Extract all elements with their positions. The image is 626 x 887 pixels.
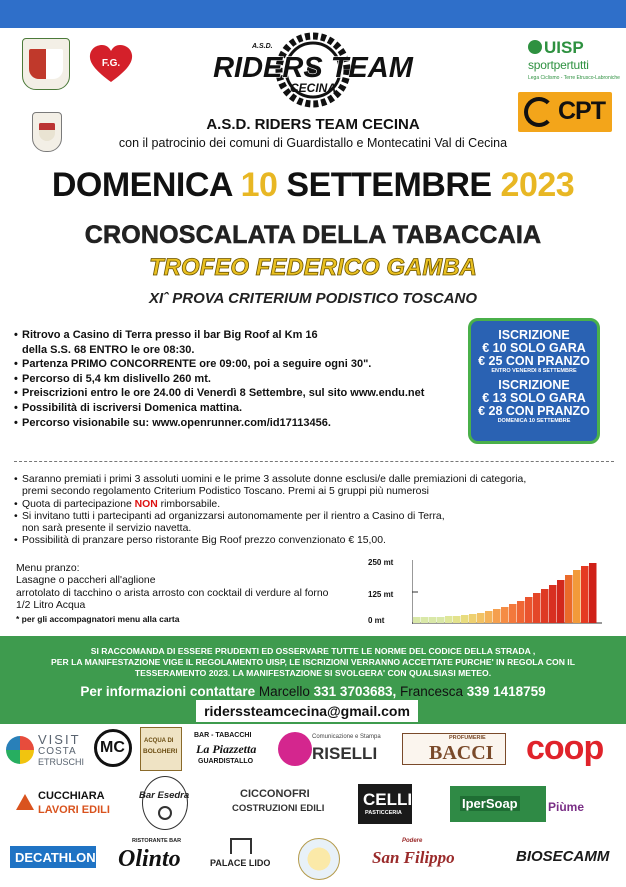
registration-price: € 13 SOLO GARA: [482, 391, 586, 405]
elevation-bar: [453, 616, 461, 623]
elevation-bar: [485, 611, 493, 623]
elevation-bar: [429, 617, 437, 623]
registration-price: € 25 CON PRANZO: [478, 354, 590, 368]
elevation-bar: [501, 607, 509, 623]
bacci-logo: PROFUMERIE BACCI: [402, 733, 506, 765]
rule-item: • Quota di partecipazione NON rimborsabile.: [14, 499, 614, 511]
griselli-logo: Comunicazione e Stampa RISELLI: [276, 730, 382, 770]
elevation-bar: [557, 580, 565, 623]
warning-text: [0, 636, 626, 679]
info-item: • Partenza PRIMO CONCORRENTE ore 09:00, poi a seguire ogni 30".: [14, 357, 462, 372]
elevation-bar: [589, 563, 597, 623]
rules-list: [14, 474, 614, 548]
coop-logo: coop: [526, 729, 604, 767]
esedra-cup-icon: [158, 806, 172, 820]
registration-heading: ISCRIZIONE: [498, 328, 570, 342]
san-filippo-logo: Podere San Filippo: [372, 838, 455, 867]
elevation-bar: [469, 614, 477, 623]
elevation-bar: [517, 601, 525, 623]
registration-box: [468, 318, 600, 444]
rule-item: • Saranno premiati i primi 3 assoluti uomini e le prime 3 assolute donne esclusi/e dalle premiazioni di categoria,: [14, 474, 614, 486]
date-month: SETTEMBRE: [286, 166, 492, 204]
elevation-bar: [581, 566, 589, 623]
la-piazzetta-logo: BAR - TABACCHI La Piazzetta GUARDISTALLO: [194, 732, 257, 765]
riders-sub-text: CECINA: [289, 81, 337, 95]
olinto-logo: RISTORANTE BAR Olinto: [118, 838, 182, 872]
elevation-bar: [509, 604, 517, 623]
registration-price: € 10 SOLO GARA: [482, 341, 586, 355]
menu-line: arrotolato di tacchino o arista arrosto con cocktail di verdure al forno: [16, 587, 329, 599]
trophy-title: TROFEO FEDERICO GAMBA: [149, 254, 477, 281]
elevation-chart: [412, 560, 602, 624]
cucchiara-roof-icon: [16, 794, 34, 810]
rule-item: premi secondo regolamento Criterium Podistico Toscano. Premi ai 5 gruppi più numerosi: [22, 486, 429, 498]
elevation-label-top: 250 mt: [368, 558, 394, 567]
contact-email-link[interactable]: riderssteamcecina@gmail.com: [196, 700, 418, 722]
visit-costa-etruschi-logo: VISIT COSTA ETRUSCHI: [6, 730, 88, 770]
riders-team-logo: [190, 30, 436, 114]
elevation-bar: [445, 616, 453, 623]
menu-note: * per gli accompagnatori menu alla carta: [16, 613, 180, 624]
rule-item: • Possibilità di pranzare perso ristorante Big Roof prezzo convenzionato € 15,00.: [14, 535, 614, 547]
riders-main-text: RIDERS TEAM: [213, 52, 413, 84]
registration-heading: ISCRIZIONE: [498, 378, 570, 392]
uisp-region: Lega Ciclismo - Terre Etrusco-Labroniche: [528, 75, 620, 81]
series-title: XIˆ PROVA CRITERIUM PODISTICO TOSCANO: [148, 290, 478, 307]
visit-swirl-icon: [6, 736, 34, 764]
event-title: CRONOSCALATA DELLA TABACCAIA: [84, 221, 542, 249]
elevation-bar: [477, 613, 485, 623]
organizer-name: A.S.D. RIDERS TEAM CECINA: [206, 116, 420, 133]
guardistallo-crest-logo: [22, 38, 70, 90]
elevation-bar: [461, 615, 469, 623]
warning-line: TESSERAMENTO 2023. LA MANIFESTAZIONE SI SVOLGERA' CON QUALSIASI METEO.: [134, 668, 492, 678]
menu-line: Lasagne o paccheri all'aglione: [16, 575, 156, 587]
elevation-bar: [413, 617, 421, 623]
elevation-bar: [541, 589, 549, 623]
patronage-line: con il patrocinio dei comuni di Guardistallo e Montecatini Val di Cecina: [118, 136, 508, 150]
warning-line: SI RACCOMANDA DI ESSERE PRUDENTI ED OSSERVARE TUTTE LE NORME DEL CODICE DELLA STRADA ,: [90, 646, 536, 656]
uisp-mark-icon: [528, 40, 542, 54]
heart-text: F.G.: [101, 58, 121, 69]
decathlon-logo: DECATHLON: [10, 846, 96, 868]
elevation-bar: [437, 617, 445, 623]
elevation-bar: [525, 597, 533, 623]
fg-heart-logo: [88, 44, 134, 84]
registration-day: DOMENICA 10 SETTEMBRE: [497, 418, 571, 424]
biosecamm-logo: BIOSECAMM: [516, 848, 610, 865]
elevation-label-mid: 125 mt: [368, 590, 394, 599]
info-item: della S.S. 68 ENTRO le ore 08:30.: [22, 343, 195, 356]
date-number: 10: [240, 166, 278, 204]
event-date: [0, 166, 626, 205]
registration-price: € 28 CON PRANZO: [478, 404, 590, 418]
info-item: • Possibilità di iscriversi Domenica mattina.: [14, 401, 462, 416]
info-item: • Ritrovo a Casino di Terra presso il bar Big Roof al Km 16: [14, 328, 462, 343]
celli-logo: CELLI PASTICCERIA: [358, 784, 412, 824]
info-item: • Preiscrizioni entro le ore 24.00 di Venerdì 8 Settembre, sul sito www.endu.net: [14, 386, 462, 401]
palace-building-icon: [230, 838, 252, 854]
cicconofri-logo: CICCONOFRI COSTRUZIONI EDILI: [232, 788, 325, 814]
uisp-logo: [524, 36, 620, 84]
uisp-title: UISP: [544, 38, 584, 57]
date-year: 2023: [500, 166, 575, 204]
mc-logo: MC: [94, 729, 134, 769]
contact-name: Marcello: [258, 684, 310, 699]
elevation-label-bottom: 0 mt: [368, 616, 385, 625]
casa-di-caccia-logo: [296, 838, 344, 882]
ipersoap-piume-logo: IperSoap Piùme: [450, 786, 592, 822]
top-color-bar: [0, 0, 626, 28]
non-highlight: NON: [134, 498, 158, 510]
menu-title: Menu pranzo:: [16, 563, 80, 574]
info-list: [14, 328, 462, 430]
elevation-bar: [493, 609, 501, 623]
contact-phone[interactable]: 339 1418759: [463, 684, 546, 699]
rule-item: • Si invitano tutti i partecipanti ad organizzarsi autonomamente per il rientro a Casino di Terra,: [14, 511, 614, 523]
riders-small-text: A.S.D.: [252, 43, 273, 50]
lunch-menu: [16, 563, 396, 625]
info-item: • Percorso visionabile su: www.openrunner.com/id17113456.: [14, 416, 462, 431]
griselli-splash-icon: [278, 732, 312, 766]
cucchiara-logo: CUCCHIARA LAVORI EDILI: [16, 786, 104, 822]
elevation-bar: [421, 617, 429, 623]
cpt-text: CPT: [558, 97, 605, 125]
rule-item: non sarà presente il servizio navetta.: [22, 523, 192, 535]
elevation-bar: [533, 593, 541, 623]
bar-esedra-logo: Bar Esedra: [136, 776, 194, 832]
section-divider: [14, 461, 614, 462]
acqua-bolgheri-logo: ACQUA DI BOLGHERI: [140, 727, 182, 771]
elevation-bar: [549, 585, 557, 623]
contact-line: Per informazioni contattare Marcello 331 3703683, Francesca 339 1418759: [80, 684, 546, 699]
contact-name: Francesca: [400, 684, 464, 699]
palace-lido-logo: PALACE LIDO: [210, 838, 272, 878]
elevation-bar: [565, 575, 573, 623]
date-day: DOMENICA: [51, 166, 232, 204]
elevation-bar: [573, 570, 581, 623]
menu-line: 1/2 Litro Acqua: [16, 600, 86, 612]
warning-line: PER LA MANIFESTAZIONE VIGE IL REGOLAMENTO UISP, LE ISCRIZIONI VERRANNO ACCETTATE PURCHE' IN REGOLA CON IL: [51, 657, 575, 667]
registration-deadline: ENTRO VENERDI 8 SETTEMBRE: [491, 368, 577, 374]
uisp-subtitle: sportpertutti: [528, 58, 589, 72]
info-item: • Percorso di 5,4 km dislivello 260 mt.: [14, 372, 462, 387]
elevation-profile: [368, 556, 606, 628]
contact-phone[interactable]: 331 3703683: [309, 684, 393, 699]
